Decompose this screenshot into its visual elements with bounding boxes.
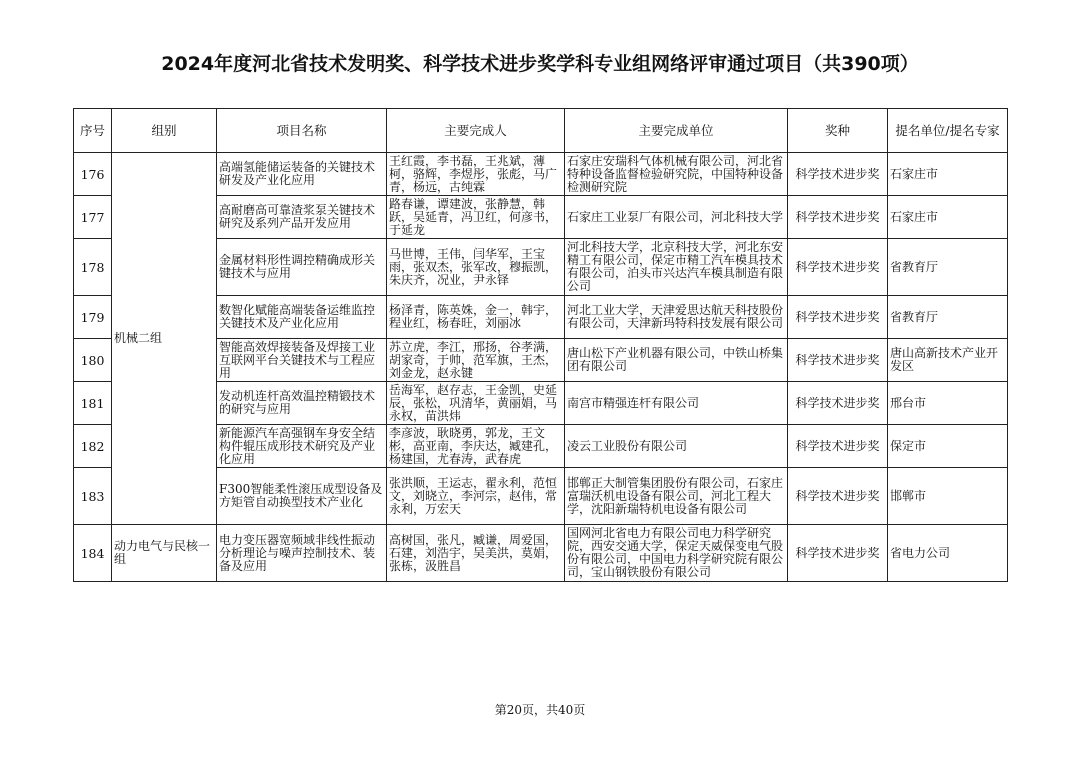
- main-units: 国网河北省电力有限公司电力科学研究院，西安交通大学，保定天威保变电气股份有限公司，中国电力科学研究院有限公司，宝山钢铁股份有限公司: [565, 525, 788, 582]
- award-type: 科学技术进步奖: [788, 296, 888, 339]
- main-people: 张洪顺，王运志，翟永利，范恒文，刘晓立，李河宗，赵伟，常永利，万宏天: [387, 468, 565, 525]
- page-title: 2024年度河北省技术发明奖、科学技术进步奖学科专业组网络评审通过项目（共390项）: [161, 53, 919, 75]
- group-cell: 机械二组: [112, 153, 217, 525]
- main-people: 杨泽青，陈英姝，金一，韩宇，程业红，杨春旺，刘丽冰: [387, 296, 565, 339]
- row-number: 177: [74, 196, 112, 239]
- main-people: 岳海军，赵存志，王金凯，史延辰，张松，巩清华，黄丽娟，马永权，苗洪炜: [387, 382, 565, 425]
- nominator: 邯郸市: [888, 468, 1008, 525]
- table-row: [74, 525, 1008, 582]
- award-type: 科学技术进步奖: [788, 196, 888, 239]
- award-type: 科学技术进步奖: [788, 339, 888, 382]
- header-cell: 主要完成单位: [565, 109, 788, 153]
- main-people: 李彦波，耿晓勇，郭龙，王文彬，高亚南，李庆达，臧建孔，杨建国，尤春涛，武春虎: [387, 425, 565, 468]
- project-name: 数智化赋能高端装备运维监控关键技术及产业化应用: [217, 296, 387, 339]
- main-people: 马世博，王伟，闫华军，王宝雨，张双杰，张军改，穆振凯，朱庆齐，况业，尹永铎: [387, 239, 565, 296]
- main-people: 王红霞，李书磊，王兆斌，薄柯，骆辉，李煜彤，张彪，马广青，杨远，古纯霖: [387, 153, 565, 196]
- award-type: 科学技术进步奖: [788, 425, 888, 468]
- main-units: 唐山松下产业机器有限公司，中铁山桥集团有限公司: [565, 339, 788, 382]
- main-units: 石家庄安瑞科气体机械有限公司，河北省特种设备监督检验研究院，中国特种设备检测研究院: [565, 153, 788, 196]
- main-people: 高树国，张凡，臧谦，周爱国，石建，刘浩宇，吴美洪，莫娟，张栋，汲胜昌: [387, 525, 565, 582]
- row-number: 182: [74, 425, 112, 468]
- main-people: 苏立虎，李江，邢扬，谷孝满，胡家奇，于帅，范军旗，王杰，刘金龙，赵永键: [387, 339, 565, 382]
- main-people: 路春谦，谭建波，张静慧，韩跃，吴延青，冯卫红，何彦书，于延龙: [387, 196, 565, 239]
- row-number: 184: [74, 525, 112, 582]
- header-cell: 序号: [74, 109, 112, 153]
- header-cell: 组别: [112, 109, 217, 153]
- row-number: 176: [74, 153, 112, 196]
- award-type: 科学技术进步奖: [788, 153, 888, 196]
- main-units: 河北工业大学，天津爱思达航天科技股份有限公司，天津新玛特科技发展有限公司: [565, 296, 788, 339]
- row-number: 181: [74, 382, 112, 425]
- header-cell: 主要完成人: [387, 109, 565, 153]
- group-cell: 动力电气与民核一组: [112, 525, 217, 582]
- nominator: 唐山高新技术产业开发区: [888, 339, 1008, 382]
- award-type: 科学技术进步奖: [788, 525, 888, 582]
- nominator: 邢台市: [888, 382, 1008, 425]
- main-units: 凌云工业股份有限公司: [565, 425, 788, 468]
- main-units: 河北科技大学，北京科技大学，河北东安精工有限公司，保定市精工汽车模具技术有限公司，泊头市兴达汽车模具制造有限公司: [565, 239, 788, 296]
- project-name: 高耐磨高可靠渣浆泵关键技术研究及系列产品开发应用: [217, 196, 387, 239]
- nominator: 省电力公司: [888, 525, 1008, 582]
- row-number: 179: [74, 296, 112, 339]
- award-type: 科学技术进步奖: [788, 468, 888, 525]
- header-cell: 提名单位/提名专家: [888, 109, 1008, 153]
- main-units: 石家庄工业泵厂有限公司，河北科技大学: [565, 196, 788, 239]
- page-number-footer: 第20页，共40页: [494, 703, 586, 717]
- row-number: 180: [74, 339, 112, 382]
- project-name: 高端氢能储运装备的关键技术研发及产业化应用: [217, 153, 387, 196]
- row-number: 183: [74, 468, 112, 525]
- project-name: F300智能柔性滚压成型设备及方矩管自动换型技术产业化: [217, 468, 387, 525]
- main-units: 邯郸正大制管集团股份有限公司，石家庄富瑞沃机电设备有限公司，河北工程大学，沈阳新瑞特机电设备有限公司: [565, 468, 788, 525]
- table-row: [74, 153, 1008, 196]
- award-type: 科学技术进步奖: [788, 382, 888, 425]
- nominator: 保定市: [888, 425, 1008, 468]
- header-cell: 项目名称: [217, 109, 387, 153]
- project-name: 金属材料形性调控精确成形关键技术与应用: [217, 239, 387, 296]
- project-name: 发动机连杆高效温控精锻技术的研究与应用: [217, 382, 387, 425]
- project-name: 智能高效焊接装备及焊接工业互联网平台关键技术与工程应用: [217, 339, 387, 382]
- project-name: 电力变压器宽频域非线性振动分析理论与噪声控制技术、装备及应用: [217, 525, 387, 582]
- row-number: 178: [74, 239, 112, 296]
- nominator: 石家庄市: [888, 153, 1008, 196]
- main-units: 南宫市精强连杆有限公司: [565, 382, 788, 425]
- header-cell: 奖种: [788, 109, 888, 153]
- nominator: 省教育厅: [888, 239, 1008, 296]
- award-type: 科学技术进步奖: [788, 239, 888, 296]
- nominator: 石家庄市: [888, 196, 1008, 239]
- projects-table: [73, 108, 1008, 582]
- project-name: 新能源汽车高强钢车身安全结构件辊压成形技术研究及产业化应用: [217, 425, 387, 468]
- nominator: 省教育厅: [888, 296, 1008, 339]
- table-header-row: [74, 109, 1008, 153]
